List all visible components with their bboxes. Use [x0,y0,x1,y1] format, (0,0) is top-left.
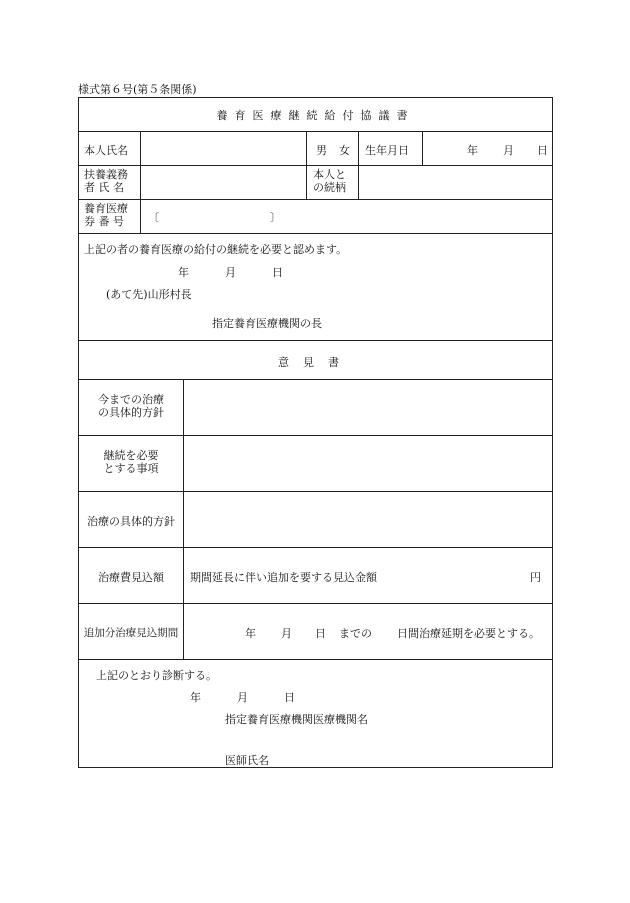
ticket-number-field[interactable] [162,203,267,229]
period-days: 日間治療延期を必要とする。 [397,627,540,640]
policy-so-far-line2: の具体的方針 [98,406,164,419]
period-year: 年 [245,627,256,640]
recognition-text: 上記の者の養育医療の給付の継続を必要と認めます。 [84,243,348,256]
treatment-policy-field[interactable] [184,492,552,546]
hospital-name-label: 指定養育医療機関医療機関名 [225,713,368,726]
recognition-year: 年 [178,266,189,279]
person-name-label: 本人氏名 [84,144,128,157]
divider [78,547,553,548]
need-line2: とする事項 [103,462,159,475]
policy-so-far-line1: 今までの治療 [98,393,164,406]
cost-text: 期間延長に伴い追加を要する見込金額 [190,571,377,584]
divider [422,131,423,165]
divider [78,659,553,660]
doctor-name-label: 医師氏名 [225,754,269,767]
need-field[interactable] [184,436,552,490]
diagnosis-year: 年 [190,691,201,704]
diagnosis-text: 上記のとおり診断する。 [96,669,217,682]
ticket-label-line2: 券 番 号 [84,215,124,228]
form-number: 様式第６号(第５条関係) [78,83,197,96]
birthdate-label: 生年月日 [365,144,409,157]
period-month: 月 [281,627,292,640]
institution-head: 指定養育医療機関の長 [212,317,322,330]
period-label: 追加分治療見込期間 [83,627,179,639]
yen-label: 円 [530,571,541,584]
period-until: までの [339,627,372,640]
guardian-label-line2: 者 氏 名 [84,181,124,194]
guardian-label [84,168,128,194]
cost-amount-field[interactable] [390,552,525,598]
diagnosis-day: 日 [284,691,295,704]
treatment-policy-label: 治療の具体的方針 [87,515,175,528]
policy-so-far-field[interactable] [184,380,552,434]
divider [78,340,553,341]
recognition-day: 日 [272,266,283,279]
need-label [79,449,183,475]
birth-month: 月 [503,144,514,157]
relation-field[interactable] [359,166,552,198]
divider [306,131,307,199]
birth-day: 日 [537,144,548,157]
addressee: (あて先)山形村長 [106,288,192,301]
relation-label-line2: の続柄 [313,181,346,194]
cost-label: 治療費見込額 [98,571,164,584]
form-title: 養育医療継続給付協議書 [216,109,415,122]
sex-female[interactable]: 女 [339,144,350,157]
policy-so-far-label [79,393,183,419]
recognition-month: 月 [225,266,236,279]
divider [78,233,553,234]
opinion-title: 意見書 [278,356,353,369]
need-line1: 継続を必要 [103,449,159,462]
divider [78,603,553,604]
diagnosis-month: 月 [237,691,248,704]
divider [78,199,553,200]
person-name-field[interactable] [141,132,305,164]
guardian-label-line1: 扶養義務 [84,168,128,181]
period-day: 日 [315,627,326,640]
relation-label [313,168,346,194]
ticket-label [84,202,128,228]
relation-label-line1: 本人と [313,168,346,181]
bracket-open: 〔 [148,211,159,224]
birth-year: 年 [467,144,478,157]
guardian-name-field[interactable] [141,166,305,198]
bracket-close: 〕 [270,211,281,224]
ticket-label-line1: 養育医療 [84,202,128,215]
sex-male[interactable]: 男 [316,144,327,157]
